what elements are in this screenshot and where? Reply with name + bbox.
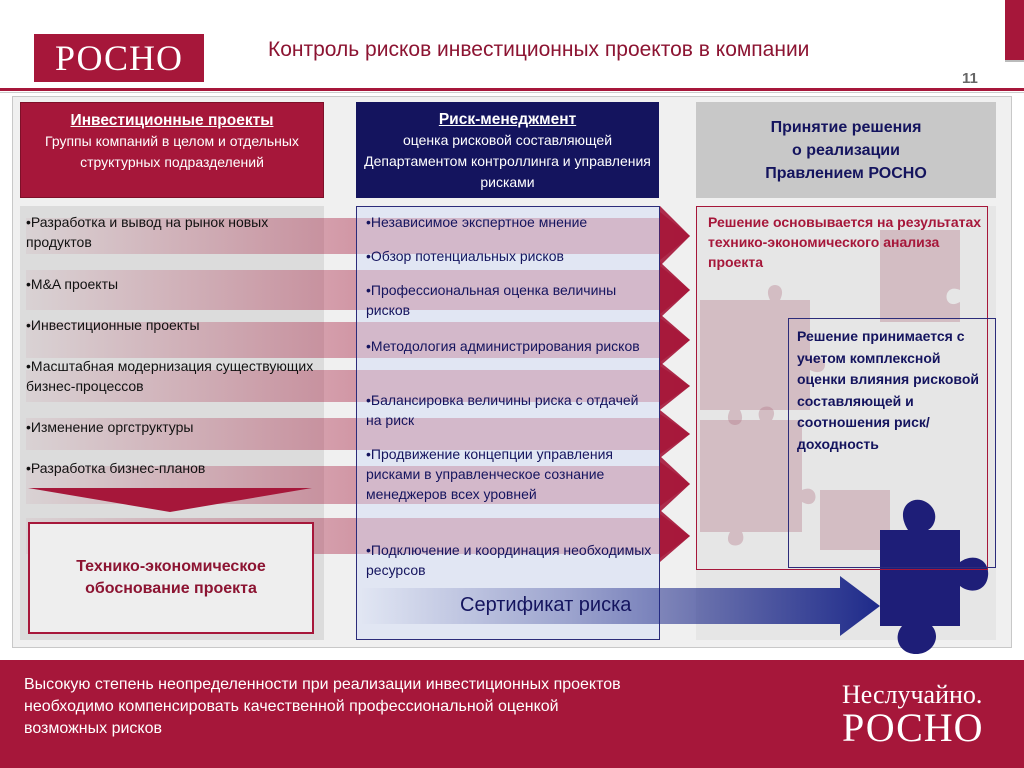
left-header-title: Инвестиционные проекты (70, 112, 274, 129)
right-header-line2: о реализации (792, 142, 900, 159)
list-item: •Разработка и вывод на рынок новых продуктов (26, 214, 269, 250)
left-header-subtitle: Группы компаний в целом и отдельных структурных подразделений (45, 133, 299, 170)
right-header-line3: Правлением РОСНО (765, 165, 927, 182)
feasibility-study-box: Технико-экономическое обоснование проекта (28, 522, 314, 634)
right-header (696, 102, 996, 198)
list-item: •Подключение и координация необходимых ресурсов (366, 542, 652, 578)
list-item: •Профессиональная оценка величины рисков (366, 282, 617, 318)
list-item: •M&A проекты (26, 276, 119, 292)
list-item: •Независимое экспертное мнение (366, 214, 588, 230)
footer-text: Высокую степень неопределенности при реализации инвестиционных проектов необходимо компенсировать качественной профессиональной оценкой возможных рисков (24, 676, 621, 737)
list-item: •Инвестиционные проекты (26, 317, 200, 333)
arrow-heads (660, 212, 690, 558)
page-number: 11 (962, 70, 978, 87)
list-item: •Масштабная модернизация существующих бизнес-процессов (26, 358, 314, 394)
list-item: •Методология администрирования рисков (366, 338, 640, 354)
list-item: •Обзор потенциальных рисков (366, 248, 564, 264)
slogan-line2: РОСНО (842, 705, 984, 750)
slogan-line1: Неслучайно. (842, 680, 983, 709)
list-item: •Продвижение концепции управления рисками в управленческое сознание менеджеров всех уровней (366, 446, 613, 502)
right-header-line1: Принятие решения (770, 119, 922, 136)
left-header (20, 102, 324, 198)
list-item: •Изменение оргструктуры (26, 419, 194, 435)
list-item: •Разработка бизнес-планов (26, 460, 206, 476)
decision-criteria-box: Решение принимается с учетом комплексной оценки влияния рисковой составляющей и соотношения риск/доходность (788, 318, 996, 568)
middle-header-subtitle: оценка рисковой составляющей Департаментом контроллинга и управления рисками (364, 132, 651, 190)
down-arrow-icon (28, 488, 312, 512)
risk-certificate-label: Сертификат риска (460, 594, 632, 616)
decision-basis-text: Решение основывается на результатах технико-экономического анализа проекта (708, 214, 982, 270)
logo-text: РОСНО (55, 38, 183, 78)
middle-header-title: Риск-менеджмент (438, 111, 577, 128)
list-item: •Балансировка величины риска с отдачей на риск (366, 392, 639, 428)
middle-header (356, 102, 659, 198)
page-title: Контроль рисков инвестиционных проектов в компании (268, 38, 810, 61)
